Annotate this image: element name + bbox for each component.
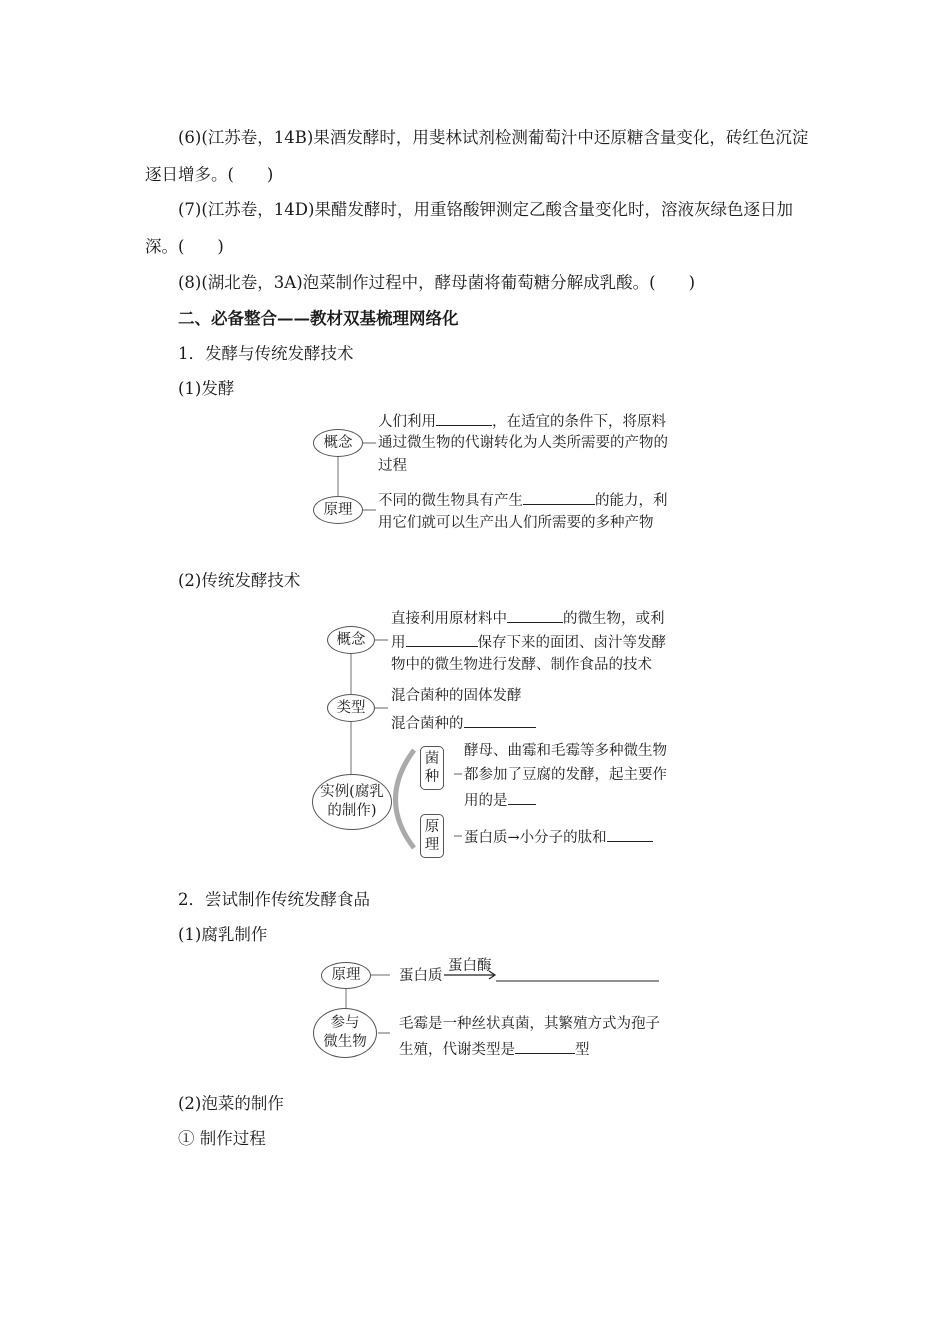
concept-text-line1 [378,410,666,432]
concept-text-b: ，在适宜的条件下，将原料 [492,414,666,430]
strain-text-line1: 酵母、曲霉和毛霉等多种微生物 [464,743,667,759]
micro-text-b: 型 [575,1042,590,1058]
strain-text-line2: 都参加了豆腐的发酵，起主要作 [464,767,667,783]
concept-text-line3: 过程 [378,458,407,474]
question-7-line1: (7)(江苏卷，14D)果醋发酵时，用重铬酸钾测定乙酸含量变化时，溶液灰绿色逐日加 [178,200,793,219]
item-1-1-title: (1)发酵 [178,379,235,398]
type-text-a: 混合菌种的 [391,716,464,732]
micro-text-line2 [399,1038,590,1060]
blank [507,607,563,623]
question-6-line1: (6)(江苏卷，14B)果酒发酵时，用斐林试剂检测葡萄汁中还原糖含量变化，砖红色沉淀 [178,128,809,147]
item-2-2-1-title: ① 制作过程 [178,1129,266,1148]
connector-line [337,455,339,497]
section-heading: 二、必备整合——教材双基梳理网络化 [178,309,459,328]
micro-text-a: 生殖，代谢类型是 [399,1042,515,1058]
blank [523,489,595,505]
blank [515,1038,575,1054]
question-7-line2: 深。( ) [145,237,224,256]
subsection-1-title: 1．发酵与传统发酵技术 [178,344,354,363]
concept-text-line2: 通过微生物的代谢转化为人类所需要的产物的 [378,435,668,451]
type-text-line1: 混合菌种的固体发酵 [391,688,522,704]
concept-text-line3: 物中的微生物进行发酵、制作食品的技术 [391,657,652,673]
blank [464,712,536,728]
micro-text-line1: 毛霉是一种丝状真菌，其繁殖方式为孢子 [399,1016,660,1032]
subsection-2-title: 2．尝试制作传统发酵食品 [178,890,370,909]
principle-text-a: 不同的微生物具有产生 [378,493,523,509]
principle-text: 蛋白质 [399,968,443,984]
concept-text-line2 [391,631,666,653]
item-2-2-title: (2)泡菜的制作 [178,1094,284,1113]
node-principle: 原理 [321,962,371,989]
principle-text-line1 [378,489,668,511]
node-micro-line2: 微生物 [323,1034,367,1050]
blank [508,789,536,805]
concept-text-c: 用 [391,635,406,651]
item-1-2-title: (2)传统发酵技术 [178,571,301,590]
connector-brackets [360,420,380,540]
concept-text-line1 [391,607,665,629]
box-principle-line2: 理 [424,837,440,853]
principle-text-line2: 用它们就可以生产出人们所需要的多种产物 [378,515,654,531]
strain-text-line3 [464,789,536,811]
principle-text-b: 的能力，利 [595,493,668,509]
enzyme-label: 蛋白酶 [448,958,492,974]
item-2-1-title: (1)腐乳制作 [178,925,268,944]
node-type: 类型 [327,694,375,722]
blank [436,410,492,426]
question-6-line2: 逐日增多。( ) [145,165,274,184]
concept-text-a: 人们利用 [378,414,436,430]
concept-text-b: 的微生物，或利 [563,611,665,627]
concept-text-a: 直接利用原材料中 [391,611,507,627]
principle-text-a: 蛋白质→小分子的肽和 [464,830,607,846]
box-strain-line1: 菌 [424,751,440,767]
node-micro-line1: 参与 [330,1015,360,1031]
node-principle: 原理 [313,496,363,524]
box-principle-line1: 原 [424,819,440,835]
question-8: (8)(湖北卷，3A)泡菜制作过程中，酵母菌将葡萄糖分解成乳酸。( ) [178,273,696,292]
blank [406,631,478,647]
box-strain-line2: 种 [424,769,440,785]
concept-text-d: 保存下来的面团、卤汁等发酵 [477,635,666,651]
blank [607,826,653,842]
box-principle [420,814,444,858]
node-concept: 概念 [327,626,375,654]
principle-text [464,826,653,848]
type-text-line2 [391,712,536,734]
strain-text-a: 用的是 [464,793,508,809]
box-strain [420,746,444,790]
node-example-line2: 的制作) [327,803,377,819]
node-concept: 概念 [313,429,363,457]
node-example-line1: 实例(腐乳 [320,784,384,800]
